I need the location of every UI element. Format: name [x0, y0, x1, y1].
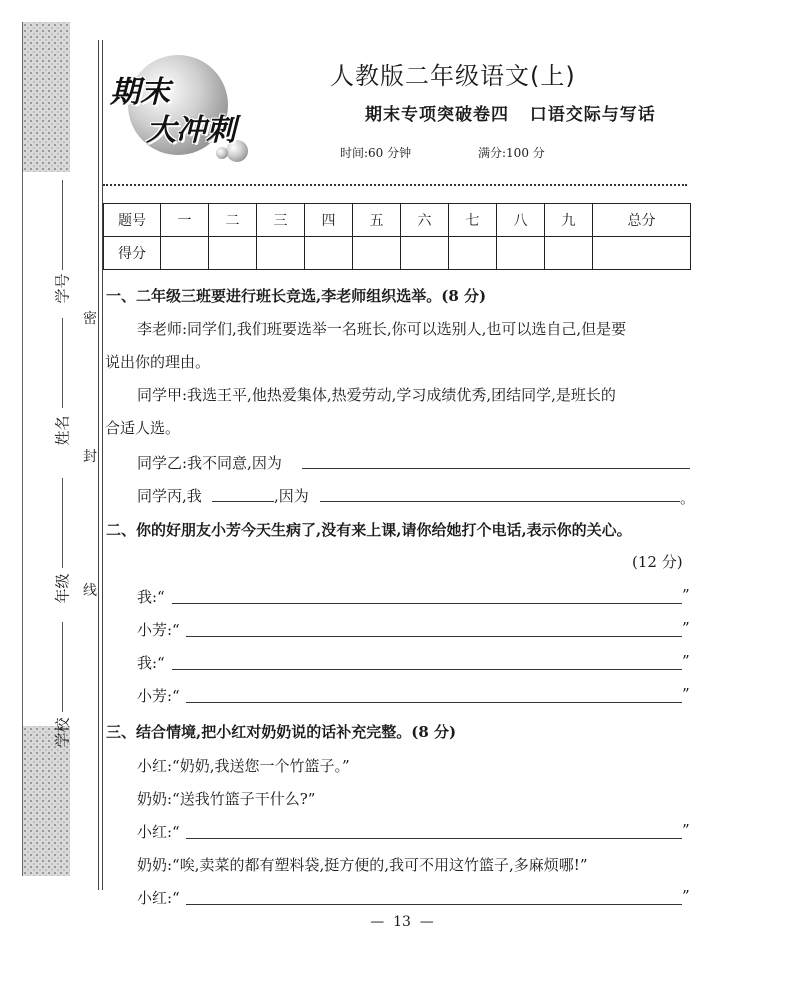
grandma-line-1: 奶奶:“送我竹篮子干什么?”: [137, 790, 316, 808]
score-table: [103, 203, 691, 270]
section3-title: 三、结合情境,把小红对奶奶说的话补充完整。(8 分): [106, 723, 457, 741]
studentB-answer-line[interactable]: [302, 468, 690, 469]
dialog-line-1-label: 我:“: [137, 588, 165, 606]
dialog-line-2-close: ”: [682, 619, 690, 637]
score-header-cell: 六: [401, 204, 449, 237]
score-header-cell: 二: [209, 204, 257, 237]
dialog-line-3-close: ”: [682, 652, 690, 670]
score-cell-total[interactable]: [593, 237, 691, 270]
logo: [108, 45, 258, 165]
exam-time: 时间:60 分钟: [340, 146, 412, 160]
dialog-line-2-answer[interactable]: [186, 636, 682, 637]
score-header-cell: 九: [545, 204, 593, 237]
section1-title: 一、二年级三班要进行班长竞选,李老师组织选举。(8 分): [106, 287, 487, 305]
binding-line-1: [98, 40, 99, 890]
xiaohong-line-2-label: 小红:“: [137, 823, 180, 841]
dialog-line-3-label: 我:“: [137, 654, 165, 672]
seal-xian: 线: [83, 583, 97, 599]
studentA-line-1: 同学甲:我选王平,他热爱集体,热爱劳动,学习成绩优秀,团结同学,是班长的: [137, 386, 616, 404]
score-header-cell: 七: [449, 204, 497, 237]
xiaohong-line-3-answer[interactable]: [186, 904, 682, 905]
dialog-line-1-close: ”: [682, 586, 690, 604]
studentC-period: 。: [680, 489, 696, 507]
student-id-line[interactable]: [62, 180, 63, 270]
exam-full-score: 满分:100 分: [478, 146, 545, 160]
margin-pattern-top: [22, 22, 70, 172]
logo-line1: 期末: [110, 75, 170, 110]
score-header-cell: 三: [257, 204, 305, 237]
xiaohong-line-1: 小红:“奶奶,我送您一个竹篮子。”: [137, 757, 350, 775]
studentC-choice-line[interactable]: [212, 501, 274, 502]
score-cell[interactable]: [449, 237, 497, 270]
score-header-cell: 四: [305, 204, 353, 237]
score-row-label: 得分: [104, 237, 161, 270]
dialog-line-3-answer[interactable]: [172, 669, 682, 670]
studentA-line-2: 合适人选。: [105, 419, 181, 437]
dialog-line-4-close: ”: [682, 685, 690, 703]
page-title: 人教版二年级语文(上): [330, 62, 576, 90]
grade-label: 年级: [53, 573, 72, 604]
logo-line2: 大冲刺: [146, 113, 236, 148]
grade-line[interactable]: [62, 478, 63, 568]
xiaohong-line-2-answer[interactable]: [186, 838, 682, 839]
binding-line-outer: [22, 22, 23, 876]
score-cell[interactable]: [401, 237, 449, 270]
studentC-reason-line[interactable]: [320, 501, 680, 502]
dialog-line-1-answer[interactable]: [172, 603, 682, 604]
xiaohong-line-3-close: ”: [682, 887, 690, 905]
studentC-prefix: 同学丙,我: [137, 487, 202, 505]
studentC-because: ,因为: [274, 487, 309, 505]
score-header-cell: 五: [353, 204, 401, 237]
section2-score: (12 分): [632, 553, 683, 571]
seal-feng: 封: [83, 449, 97, 465]
score-header-cell: 题号: [104, 204, 161, 237]
dialog-line-4-label: 小芳:“: [137, 687, 180, 705]
name-label: 姓名: [53, 415, 72, 446]
score-table-score-row: [104, 237, 691, 270]
score-cell[interactable]: [305, 237, 353, 270]
score-cell[interactable]: [257, 237, 305, 270]
score-cell[interactable]: [497, 237, 545, 270]
section2-title: 二、你的好朋友小芳今天生病了,没有来上课,请你给她打个电话,表示你的关心。: [106, 521, 632, 539]
xiaohong-line-3-label: 小红:“: [137, 889, 180, 907]
score-header-cell: 一: [161, 204, 209, 237]
xiaohong-line-2-close: ”: [682, 821, 690, 839]
score-cell[interactable]: [545, 237, 593, 270]
teacher-line-1: 李老师:同学们,我们班要选举一名班长,你可以选别人,也可以选自己,但是要: [137, 320, 627, 338]
student-id-label: 学号: [53, 273, 72, 304]
score-cell[interactable]: [209, 237, 257, 270]
binding-line-2: [102, 40, 103, 890]
school-label: 学校: [53, 717, 72, 748]
dialog-line-2-label: 小芳:“: [137, 621, 180, 639]
page-number: — 13 —: [370, 914, 434, 930]
seal-mi: 密: [83, 311, 97, 327]
score-cell[interactable]: [353, 237, 401, 270]
dialog-line-4-answer[interactable]: [186, 702, 682, 703]
grandma-line-2: 奶奶:“唉,卖菜的都有塑料袋,挺方便的,我可不用这竹篮子,多麻烦哪!”: [137, 856, 588, 874]
teacher-line-2: 说出你的理由。: [105, 353, 211, 371]
name-line[interactable]: [62, 318, 63, 408]
score-cell[interactable]: [161, 237, 209, 270]
page-subtitle: 期末专项突破卷四 口语交际与写话: [365, 105, 656, 125]
studentB-line: 同学乙:我不同意,因为: [137, 454, 282, 472]
score-header-cell: 八: [497, 204, 545, 237]
score-table-header-row: [104, 204, 691, 237]
dotted-divider: [103, 184, 687, 186]
score-header-cell: 总分: [593, 204, 691, 237]
school-line[interactable]: [62, 622, 63, 712]
